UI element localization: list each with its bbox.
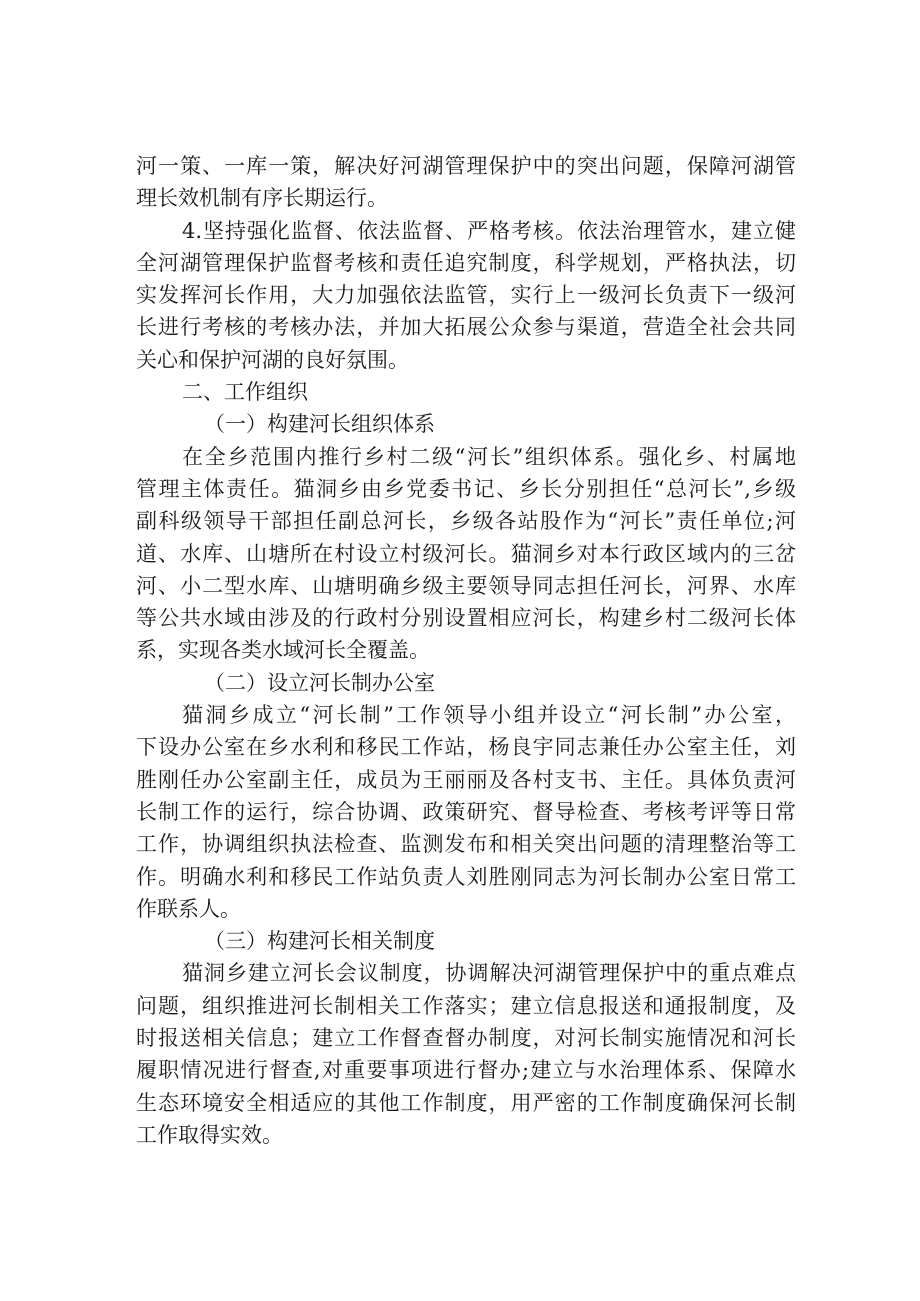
text-line: 在全乡范围内推行乡村二级“河长”组织体系。强化乡、村属地 xyxy=(182,444,796,469)
text-line: 作。明确水利和移民工作站负责人刘胜刚同志为河长制办公室日常工 xyxy=(136,864,796,889)
text-line: 猫洞乡建立河长会议制度，协调解决河湖管理保护中的重点难点 xyxy=(182,961,796,986)
text-line: 下设办公室在乡水利和移民工作站，杨良宇同志兼任办公室主任，刘 xyxy=(136,735,796,760)
text-line: 等公共水域由涉及的行政村分别设置相应河长，构建乡村二级河长体 xyxy=(136,606,796,631)
subsection-heading: （二）设立河长制办公室 xyxy=(204,670,435,695)
section-heading: 二、工作组织 xyxy=(182,380,308,405)
text-line: 4.坚持强化监督、依法监督、严格考核。依法治理管水，建立健 xyxy=(182,218,796,243)
text-line: 管理主体责任。猫洞乡由乡党委书记、乡长分别担任“总河长”,乡级 xyxy=(136,476,796,501)
text-line: 关心和保护河湖的良好氛围。 xyxy=(136,347,409,372)
text-line: 工作取得实效。 xyxy=(136,1122,283,1147)
text-line: 长制工作的运行，综合协调、政策研究、督导检查、考核考评等日常 xyxy=(136,799,796,824)
text-line: 道、水库、山塘所在村设立村级河长。猫洞乡对本行政区域内的三岔 xyxy=(136,541,796,566)
text-line: 河、小二型水库、山塘明确乡级主要领导同志担任河长，河界、水库 xyxy=(136,573,796,598)
text-line: 理长效机制有序长期运行。 xyxy=(136,186,388,211)
text-line: 猫洞乡成立“河长制”工作领导小组并设立“河长制”办公室， xyxy=(182,703,796,728)
subsection-heading: （三）构建河长相关制度 xyxy=(204,929,435,954)
text-line: 河一策、一库一策，解决好河湖管理保护中的突出问题，保障河湖管 xyxy=(136,154,796,178)
text-line: 履职情况进行督查,对重要事项进行督办;建立与水治理体系、保障水 xyxy=(136,1058,796,1083)
text-line: 时报送相关信息；建立工作督查督办制度，对河长制实施情况和河长 xyxy=(136,1026,796,1051)
text-line: 全河湖管理保护监督考核和责任追究制度，科学规划，严格执法，切 xyxy=(136,250,796,275)
text-line: 问题，组织推进河长制相关工作落实；建立信息报送和通报制度，及 xyxy=(136,993,796,1018)
text-line: 生态环境安全相适应的其他工作制度，用严密的工作制度确保河长制 xyxy=(136,1090,796,1115)
text-line: 长进行考核的考核办法，并加大拓展公众参与渠道，营造全社会共同 xyxy=(136,315,796,340)
text-line: 实发挥河长作用，大力加强依法监管，实行上一级河长负责下一级河 xyxy=(136,283,796,308)
subsection-heading: （一）构建河长组织体系 xyxy=(204,412,435,437)
text-line: 副科级领导干部担任副总河长，乡级各站股作为“河长”责任单位;河 xyxy=(136,509,796,534)
text-line: 工作，协调组织执法检查、监测发布和相关突出问题的清理整治等工 xyxy=(136,832,796,857)
text-line: 系，实现各类水域河长全覆盖。 xyxy=(136,638,430,663)
document-body xyxy=(136,150,796,1151)
text-line: 作联系人。 xyxy=(136,896,241,921)
text-line: 胜刚任办公室副主任，成员为王丽丽及各村支书、主任。具体负责河 xyxy=(136,767,796,792)
